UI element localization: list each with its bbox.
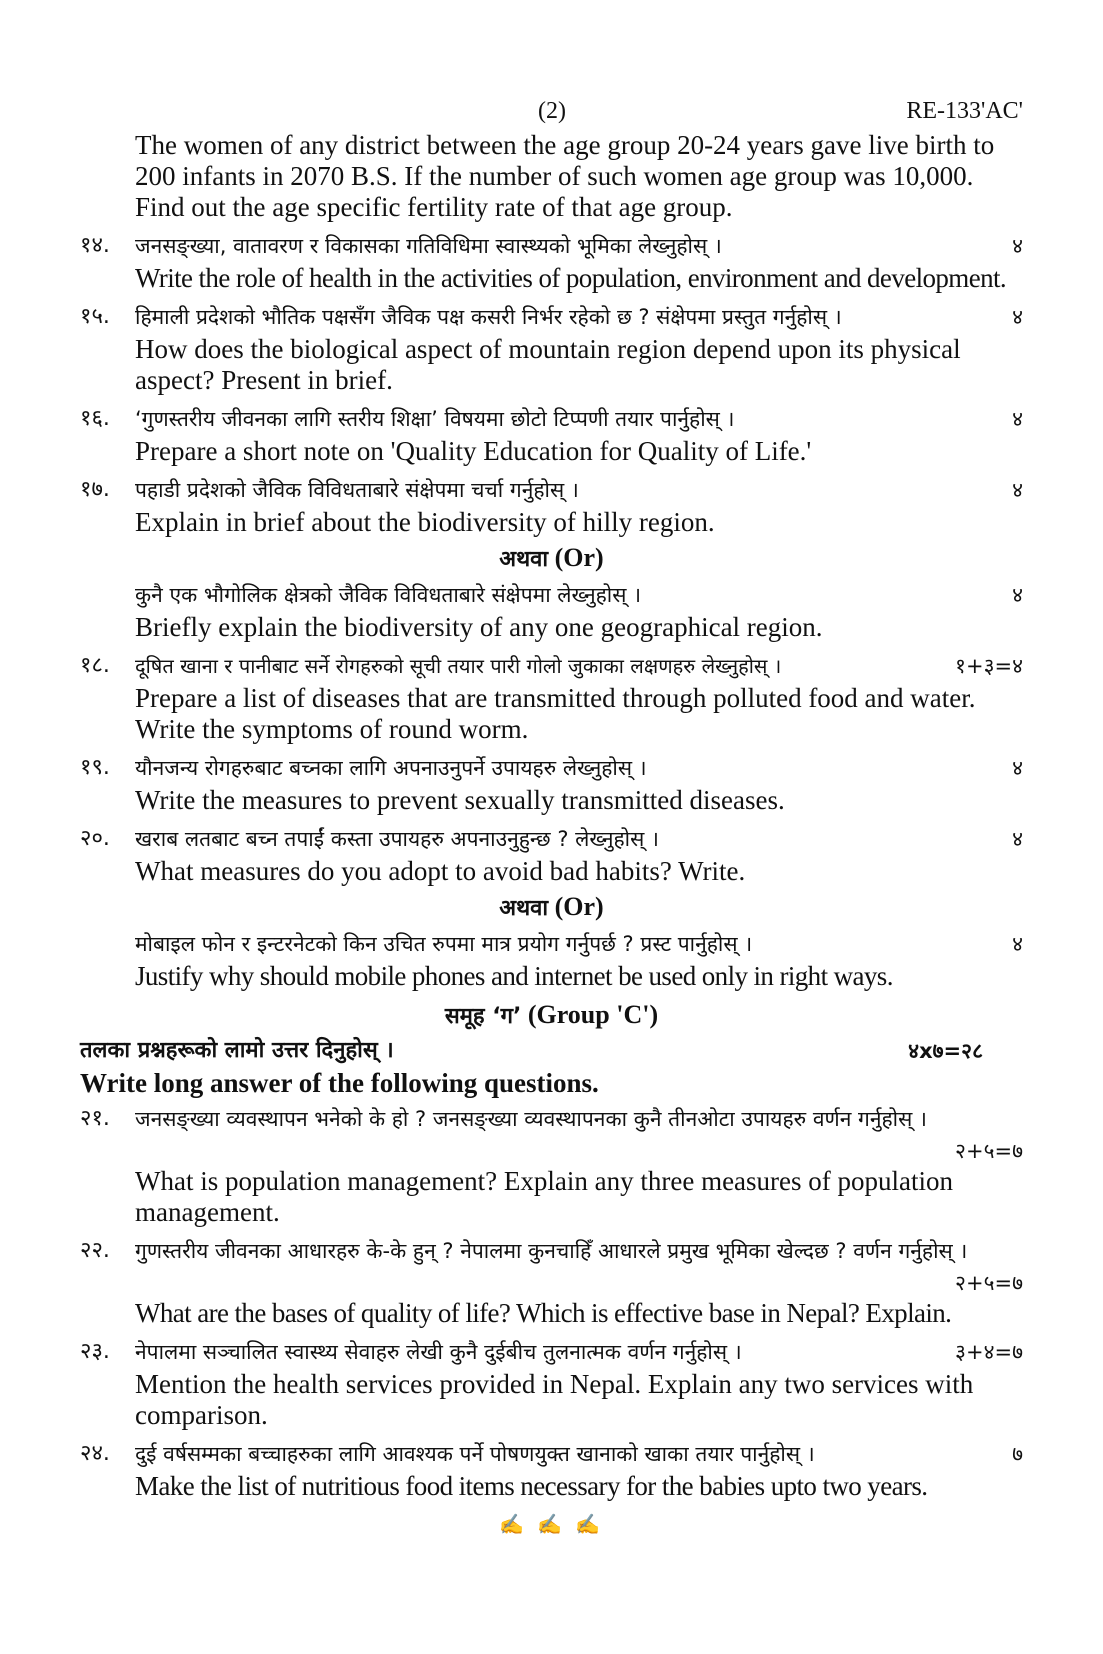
question-english: What is population management? Explain any three measures of population management. [135, 1166, 954, 1227]
question-nepali: पहाडी प्रदेशको जैविक विविधताबारे संक्षेपमा चर्चा गर्नुहोस् । [135, 478, 579, 502]
question-english: Mention the health services provided in Nepal. Explain any two services with comparison. [135, 1369, 974, 1430]
question-marks: ४ [1012, 827, 1023, 851]
q13-english: The women of any district between the age group 20-24 years gave live birth to 200 infants in 2070 B.S. If the number of such women age group was 10,000. Find out the age specific fertility rate of that age group. [135, 130, 995, 222]
question-24 [80, 1437, 1023, 1471]
question-16 [80, 402, 1023, 436]
question-marks: २+५=७ [955, 1139, 1023, 1163]
question-14 [80, 229, 1023, 263]
question-15 [80, 300, 1023, 334]
question-20 [80, 822, 1023, 856]
question-marks: १+३=४ [955, 654, 1023, 678]
question-17 [80, 473, 1023, 507]
question-20-alternative [80, 927, 1023, 961]
question-marks: २+५=७ [955, 1271, 1023, 1295]
question-english: What measures do you adopt to avoid bad habits? Write. [135, 856, 746, 886]
question-nepali: खराब लतबाट बच्न तपाईं कस्ता उपायहरु अपनाउनुहुन्छ ? लेख्नुहोस् । [135, 827, 659, 851]
question-english: What are the bases of quality of life? Which is effective base in Nepal? Explain. [135, 1298, 952, 1328]
question-marks: ४ [1012, 305, 1023, 329]
group-instruction-nepali [80, 1034, 1023, 1068]
instruction-text: तलका प्रश्नहरूको लामो उत्तर दिनुहोस् । [80, 1038, 394, 1063]
question-number: २३. [80, 1339, 110, 1364]
or-separator [80, 544, 1023, 574]
question-marks: ४ [1012, 756, 1023, 780]
question-23 [80, 1335, 1023, 1369]
question-22 [80, 1234, 1023, 1298]
question-marks: ४ [1012, 583, 1023, 607]
question-number: १९. [80, 755, 110, 780]
question-english: Make the list of nutritious food items necessary for the babies upto two years. [135, 1471, 928, 1501]
question-number: २२. [80, 1238, 110, 1263]
or-label-nepali: अथवा [499, 896, 549, 921]
or-label-nepali: अथवा [499, 547, 549, 572]
page-header [0, 98, 1103, 128]
or-label-english: (Or) [554, 543, 604, 572]
question-content [80, 130, 1023, 1537]
question-marks: ४ [1012, 407, 1023, 431]
question-number: १६. [80, 406, 110, 431]
question-nepali: यौनजन्य रोगहरुबाट बच्नका लागि अपनाउनुपर्ने उपायहरु लेख्नुहोस् । [135, 756, 647, 780]
question-english: How does the biological aspect of mountain region depend upon its physical aspect? Present in brief. [135, 334, 961, 395]
question-21 [80, 1102, 1023, 1166]
question-english: Briefly explain the biodiversity of any one geographical region. [135, 612, 823, 642]
page-number: (2) [538, 98, 566, 124]
question-english: Write the measures to prevent sexually transmitted diseases. [135, 785, 785, 815]
group-title-english: (Group 'C') [527, 1000, 659, 1029]
question-number: १४. [80, 233, 110, 258]
question-nepali: नेपालमा सञ्चालित स्वास्थ्य सेवाहरु लेखी कुनै दुईबीच तुलनात्मक वर्णन गर्नुहोस् । [135, 1340, 742, 1364]
question-19 [80, 751, 1023, 785]
question-english: Explain in brief about the biodiversity of hilly region. [135, 507, 715, 537]
question-marks: ४ [1012, 478, 1023, 502]
question-number: १७. [80, 477, 110, 502]
question-marks: ४ [1012, 234, 1023, 258]
question-nepali: गुणस्तरीय जीवनका आधारहरु के-के हुन् ? नेपालमा कुनचाहिँ आधारले प्रमुख भूमिका खेल्दछ ? वर्णन गर्नुहोस् । [135, 1239, 968, 1263]
question-nepali: कुनै एक भौगोलिक क्षेत्रको जैविक विविधताबारे संक्षेपमा लेख्नुहोस् । [135, 583, 642, 607]
question-number: १५. [80, 304, 110, 329]
group-marks: ४x७=२८ [908, 1039, 983, 1063]
group-c-heading [80, 998, 1023, 1034]
question-nepali: ‘गुणस्तरीय जीवनका लागि स्तरीय शिक्षा’ विषयमा छोटो टिप्पणी तयार पार्नुहोस् । [135, 407, 735, 431]
question-english: Prepare a short note on 'Quality Education for Quality of Life.' [135, 436, 812, 466]
question-number: २१. [80, 1106, 110, 1131]
group-instruction-english: Write long answer of the following questions. [80, 1068, 599, 1098]
question-marks: ३+४=७ [955, 1340, 1023, 1364]
question-nepali: मोबाइल फोन र इन्टरनेटको किन उचित रुपमा मात्र प्रयोग गर्नुपर्छ ? प्रस्ट पार्नुहोस् । [135, 932, 753, 956]
question-nepali: जनसङ्ख्या, वातावरण र विकासका गतिविधिमा स्वास्थ्यको भूमिका लेख्नुहोस् । [135, 234, 722, 258]
question-nepali: हिमाली प्रदेशको भौतिक पक्षसँग जैविक पक्ष कसरी निर्भर रहेको छ ? संक्षेपमा प्रस्तुत गर्नुहोस् । [135, 305, 842, 329]
question-number: १८. [80, 653, 110, 678]
question-nepali: दुई वर्षसम्मका बच्चाहरुका लागि आवश्यक पर्ने पोषणयुक्त खानाको खाका तयार पार्नुहोस् । [135, 1442, 815, 1466]
or-separator [80, 893, 1023, 923]
question-nepali: जनसङ्ख्या व्यवस्थापन भनेको के हो ? जनसङ्ख्या व्यवस्थापनका कुनै तीनओटा उपायहरु वर्णन गर्नुहोस् । [135, 1107, 927, 1131]
or-label-english: (Or) [554, 892, 604, 921]
question-marks: ७ [1012, 1442, 1023, 1466]
question-17-alternative [80, 578, 1023, 612]
question-marks: ४ [1012, 932, 1023, 956]
question-english: Prepare a list of diseases that are transmitted through polluted food and water. Write the symptoms of round worm. [135, 683, 976, 744]
group-title-nepali: समूह ‘ग’ [444, 1004, 522, 1029]
question-number: २०. [80, 826, 110, 851]
question-number: २४. [80, 1441, 110, 1466]
footer-ornament: ✍ ✍ ✍ [499, 1514, 604, 1536]
question-english: Justify why should mobile phones and internet be used only in right ways. [135, 961, 893, 991]
question-english: Write the role of health in the activities of population, environment and development. [135, 263, 1007, 293]
question-nepali: दूषित खाना र पानीबाट सर्ने रोगहरुको सूची तयार पारी गोलो जुकाका लक्षणहरु लेख्नुहोस् । [135, 654, 782, 678]
question-18 [80, 649, 1023, 683]
paper-code: RE-133'AC' [906, 98, 1023, 124]
